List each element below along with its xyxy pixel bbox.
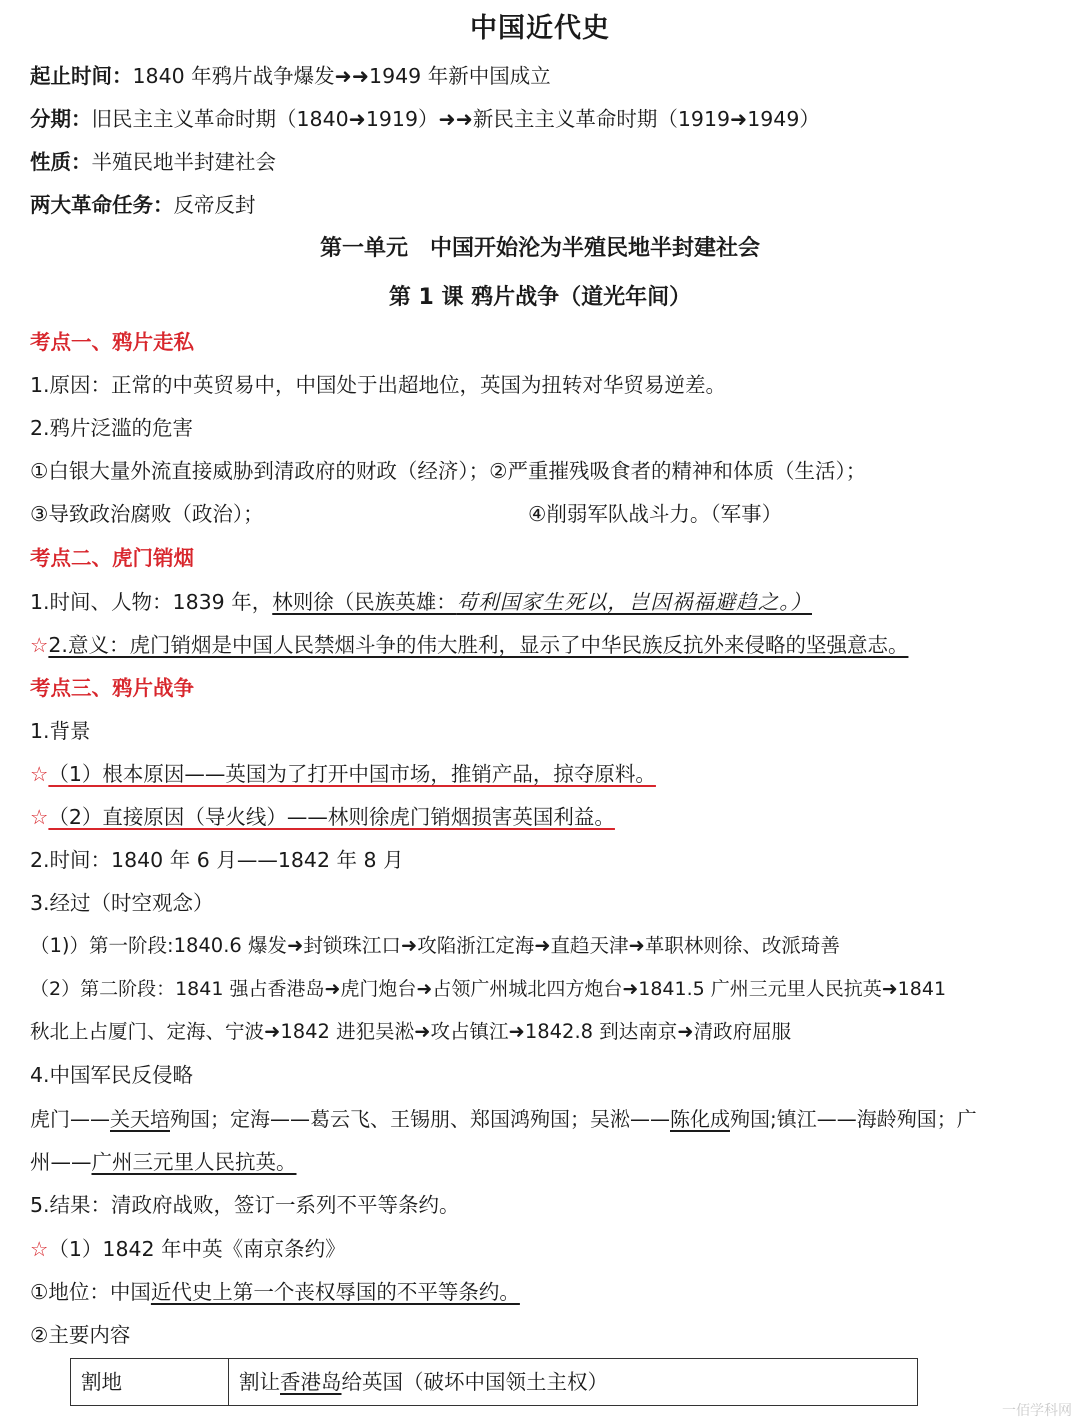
nature-line [30, 147, 276, 177]
chen-huacheng: 陈化成 [670, 1107, 730, 1131]
period-line [30, 61, 551, 91]
point1-harms-row2 [30, 499, 1050, 529]
stage2-line-a: （2）第二阶段：1841 强占香港岛➜虎门炮台➜占领广州城北四方炮台➜1841.5 广州三元里人民抗英➜1841 [30, 978, 947, 1000]
hong-kong: 香港岛 [280, 1370, 342, 1394]
point1-line1: 1.原因：正常的中英贸易中，中国处于出超地位，英国为扭转对华贸易逆差。 [30, 373, 727, 397]
point2-line1 [30, 587, 812, 617]
period-text: 1840 年鸦片战争爆发➜➜1949 年新中国成立 [132, 64, 551, 88]
watermark: 一佰学科网 [1002, 1403, 1072, 1419]
point3-process: 3.经过（时空观念） [30, 891, 214, 915]
harm-1: ①白银大量外流直接威胁到清政府的财政（经济）； [30, 459, 490, 483]
point2-significance: 2.意义：虎门销烟是中国人民禁烟斗争的伟大胜利，显示了中华民族反抗外来侵略的坚强意志。 [48, 633, 909, 657]
nanjing-treaty: （1）1842 年中英《南京条约》 [48, 1237, 346, 1261]
point3-time: 2.时间：1840 年 6 月——1842 年 8 月 [30, 848, 404, 872]
lesson-title: 第 1 课 鸦片战争（道光年间） [388, 285, 692, 310]
table-cell-cede-detail [229, 1359, 917, 1405]
point1-harms-row1 [30, 456, 866, 486]
point2-heading: 考点二、虎门销烟 [30, 546, 194, 570]
guan-tianpei: 关天培 [110, 1107, 170, 1131]
tasks-text: 反帝反封 [173, 193, 256, 217]
treaty-status [30, 1277, 520, 1307]
star-icon: ☆ [30, 762, 49, 786]
page-title: 中国近代史 [470, 13, 610, 44]
unit-title: 第一单元 中国开始沦为半殖民地半封建社会 [319, 236, 760, 261]
star-icon: ☆ [30, 1237, 49, 1261]
tasks-label: 两大革命任务： [30, 193, 174, 217]
direct-cause: （2）直接原因（导火线）——林则徐虎门销烟损害英国利益。 [48, 805, 615, 829]
point1-heading: 考点一、鸦片走私 [30, 330, 194, 354]
harm-4: ④削弱军队战斗力。（军事） [528, 502, 783, 526]
point3-resist: 4.中国军民反侵略 [30, 1063, 194, 1087]
lin-zexu-quote: 苟利国家生死以，岂因祸福避趋之。） [456, 590, 812, 614]
status-text: 近代史上第一个丧权辱国的不平等条约。 [150, 1280, 520, 1304]
point3-result: 5.结果：清政府战败，签订一系列不平等条约。 [30, 1193, 460, 1217]
point3-background: 1.背景 [30, 719, 91, 743]
treaty-content: ②主要内容 [30, 1323, 131, 1347]
point2-line2 [30, 630, 908, 660]
cede-prefix: 割让 [239, 1370, 280, 1394]
sanyuanli: 广州三元里人民抗英。 [91, 1150, 297, 1174]
harm-2: ②严重摧残吸食者的精神和体质（生活）； [489, 459, 867, 483]
point3-cause1 [30, 759, 656, 789]
table-cell-cede: 割地 [71, 1359, 229, 1405]
root-cause: （1）根本原因——英国为了打开中国市场，推销产品，掠夺原料。 [48, 762, 656, 786]
stage2-line-b: 秋北上占厦门、定海、宁波➜1842 进犯吴淞➜攻占镇江➜1842.8 到达南京➜清政府屈服 [30, 1020, 792, 1043]
status-prefix: ①地位：中国 [30, 1280, 151, 1304]
cede-suffix: 给英国（破坏中国领土主权） [341, 1370, 608, 1394]
nature-text: 半殖民地半封建社会 [91, 150, 276, 174]
resist-line1 [30, 1104, 977, 1134]
treaty-table [70, 1358, 918, 1406]
resist-zhenjiang: 殉国;镇江——海龄殉国；广 [730, 1107, 977, 1131]
phase-label: 分期： [30, 107, 92, 131]
period-label: 起止时间： [30, 64, 133, 88]
phase-line [30, 104, 820, 134]
point1-line2: 2.鸦片泛滥的危害 [30, 416, 194, 440]
star-icon: ☆ [30, 633, 49, 657]
point3-cause2 [30, 802, 615, 832]
point3-heading: 考点三、鸦片战争 [30, 676, 194, 700]
point2-time-person: 1.时间、人物：1839 年， [30, 590, 273, 614]
resist-guangzhou-prefix: 州—— [30, 1150, 92, 1174]
harm-3: ③导致政治腐败（政治）； [30, 502, 264, 526]
stage1-line: （1)）第一阶段:1840.6 爆发➜封锁珠江口➜攻陷浙江定海➜直趋天津➜革职林则徐、改派琦善 [30, 934, 840, 957]
lin-zexu-name: 林则徐（民族英雄： [272, 590, 457, 614]
star-icon: ☆ [30, 805, 49, 829]
resist-line2 [30, 1147, 297, 1177]
nature-label: 性质： [30, 150, 92, 174]
treaty-line [30, 1234, 346, 1264]
resist-dinghai: 殉国；定海——葛云飞、王锡朋、郑国鸿殉国；吴淞—— [170, 1107, 670, 1131]
resist-humen: 虎门—— [30, 1107, 110, 1131]
tasks-line [30, 190, 256, 220]
phase-text: 旧民主主义革命时期（1840➜1919）➜➜新民主主义革命时期（1919➜1949） [91, 107, 820, 131]
